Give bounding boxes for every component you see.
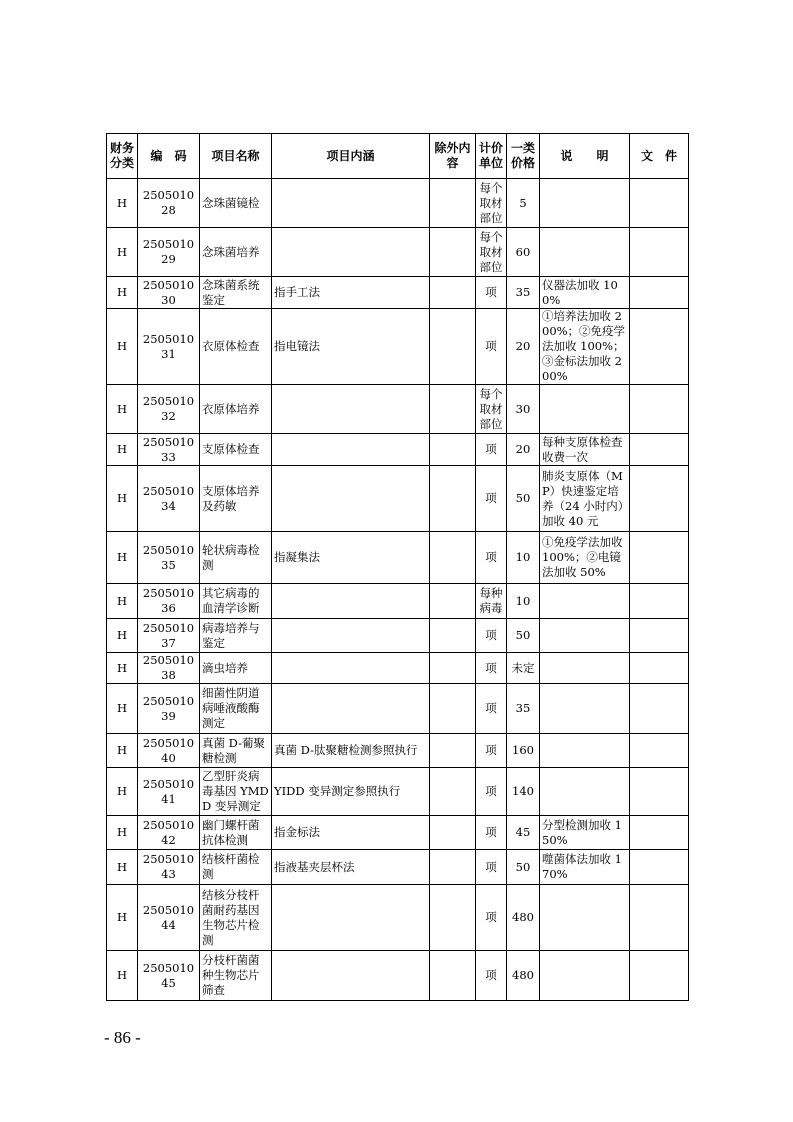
header-exclusion: 除外内容 (430, 134, 476, 179)
row-name: 其它病毒的血清学诊断 (200, 584, 272, 619)
row-note (540, 951, 630, 1001)
row-content (272, 584, 430, 619)
row-document (630, 653, 689, 684)
row-category: H (107, 584, 138, 619)
row-category: H (107, 277, 138, 309)
row-name: 结核杆菌检测 (200, 850, 272, 885)
row-price: 50 (507, 466, 540, 532)
row-exclusion (430, 434, 476, 466)
row-note (540, 584, 630, 619)
row-price: 160 (507, 734, 540, 768)
row-exclusion (430, 684, 476, 734)
header-document: 文 件 (630, 134, 689, 179)
row-document (630, 277, 689, 309)
row-document (630, 816, 689, 850)
header-unit: 计价单位 (476, 134, 507, 179)
table-header-row (107, 134, 689, 179)
row-unit: 项 (476, 309, 507, 385)
row-category: H (107, 734, 138, 768)
table-row (107, 179, 689, 228)
row-content: 指液基夹层杯法 (272, 850, 430, 885)
row-code: 250501029 (138, 228, 200, 277)
row-code: 250501030 (138, 277, 200, 309)
row-note (540, 768, 630, 816)
page-number: - 86 - (104, 1028, 141, 1047)
row-category: H (107, 228, 138, 277)
row-price: 20 (507, 434, 540, 466)
table-row (107, 434, 689, 466)
row-name: 念珠菌系统鉴定 (200, 277, 272, 309)
row-price: 50 (507, 850, 540, 885)
row-content: 指电镜法 (272, 309, 430, 385)
fee-schedule-table (106, 133, 689, 1001)
row-code: 250501039 (138, 684, 200, 734)
row-unit: 项 (476, 653, 507, 684)
row-exclusion (430, 734, 476, 768)
row-price: 140 (507, 768, 540, 816)
row-document (630, 684, 689, 734)
row-price: 20 (507, 309, 540, 385)
row-price: 480 (507, 885, 540, 951)
row-price: 30 (507, 385, 540, 434)
row-code: 250501042 (138, 816, 200, 850)
table-row (107, 584, 689, 619)
row-document (630, 768, 689, 816)
row-code: 250501038 (138, 653, 200, 684)
row-document (630, 734, 689, 768)
header-note: 说 明 (540, 134, 630, 179)
row-unit: 项 (476, 951, 507, 1001)
header-code: 编 码 (138, 134, 200, 179)
row-category: H (107, 768, 138, 816)
row-category: H (107, 385, 138, 434)
header-category: 财务分类 (107, 134, 138, 179)
row-category: H (107, 951, 138, 1001)
row-category: H (107, 619, 138, 653)
row-price: 50 (507, 619, 540, 653)
row-code: 250501035 (138, 532, 200, 584)
row-category: H (107, 653, 138, 684)
table-row (107, 768, 689, 816)
row-document (630, 584, 689, 619)
row-name: 病毒培养与鉴定 (200, 619, 272, 653)
table-row (107, 885, 689, 951)
row-note (540, 885, 630, 951)
row-exclusion (430, 653, 476, 684)
row-category: H (107, 179, 138, 228)
row-note: 噬菌体法加收 170% (540, 850, 630, 885)
row-unit: 项 (476, 434, 507, 466)
row-unit: 项 (476, 619, 507, 653)
row-document (630, 885, 689, 951)
row-exclusion (430, 951, 476, 1001)
table-row (107, 228, 689, 277)
row-note: ①免疫学法加收 100%；②电镜法加收 50% (540, 532, 630, 584)
row-exclusion (430, 228, 476, 277)
row-exclusion (430, 309, 476, 385)
row-category: H (107, 466, 138, 532)
table-row (107, 466, 689, 532)
row-unit: 每个取材部位 (476, 179, 507, 228)
table-row (107, 684, 689, 734)
row-category: H (107, 434, 138, 466)
row-document (630, 228, 689, 277)
row-content (272, 885, 430, 951)
row-document (630, 466, 689, 532)
row-code: 250501031 (138, 309, 200, 385)
row-unit: 项 (476, 277, 507, 309)
row-price: 60 (507, 228, 540, 277)
row-code: 250501043 (138, 850, 200, 885)
row-note (540, 619, 630, 653)
row-unit: 项 (476, 466, 507, 532)
row-document (630, 179, 689, 228)
row-price: 45 (507, 816, 540, 850)
header-content: 项目内涵 (272, 134, 430, 179)
row-name: 细菌性阴道病唾液酸酶测定 (200, 684, 272, 734)
row-note (540, 684, 630, 734)
row-note (540, 228, 630, 277)
row-unit: 项 (476, 734, 507, 768)
row-unit: 项 (476, 532, 507, 584)
row-content: 指凝集法 (272, 532, 430, 584)
row-name: 结核分枝杆菌耐药基因生物芯片检测 (200, 885, 272, 951)
table-row (107, 816, 689, 850)
table-row (107, 277, 689, 309)
row-unit: 项 (476, 684, 507, 734)
row-content (272, 684, 430, 734)
row-document (630, 532, 689, 584)
row-content (272, 228, 430, 277)
row-unit: 每个取材部位 (476, 228, 507, 277)
header-price: 一类价格 (507, 134, 540, 179)
row-price: 480 (507, 951, 540, 1001)
row-content (272, 385, 430, 434)
row-name: 念珠菌培养 (200, 228, 272, 277)
row-exclusion (430, 816, 476, 850)
row-document (630, 385, 689, 434)
row-content (272, 466, 430, 532)
row-note (540, 653, 630, 684)
row-document (630, 951, 689, 1001)
row-content: 真菌 D-肽聚糖检测参照执行 (272, 734, 430, 768)
row-category: H (107, 850, 138, 885)
row-code: 250501028 (138, 179, 200, 228)
row-document (630, 309, 689, 385)
row-exclusion (430, 277, 476, 309)
row-exclusion (430, 619, 476, 653)
row-note: 仪器法加收 100% (540, 277, 630, 309)
row-name: 分枝杆菌菌种生物芯片筛查 (200, 951, 272, 1001)
row-name: 支原体培养及药敏 (200, 466, 272, 532)
table-row (107, 309, 689, 385)
row-exclusion (430, 850, 476, 885)
table-row (107, 850, 689, 885)
row-name: 真菌 D-葡聚糖检测 (200, 734, 272, 768)
row-document (630, 434, 689, 466)
row-note (540, 179, 630, 228)
row-category: H (107, 532, 138, 584)
row-content (272, 619, 430, 653)
row-document (630, 850, 689, 885)
row-exclusion (430, 584, 476, 619)
row-name: 支原体检查 (200, 434, 272, 466)
row-unit: 每个取材部位 (476, 385, 507, 434)
row-note: 肺炎支原体（MP）快速鉴定培养（24 小时内）加收 40 元 (540, 466, 630, 532)
row-note: ①培养法加收 200%；②免疫学法加收 100%；③金标法加收 200% (540, 309, 630, 385)
table-row (107, 532, 689, 584)
row-name: 乙型肝炎病毒基因 YMDD 变异测定 (200, 768, 272, 816)
row-note: 每种支原体检查收费一次 (540, 434, 630, 466)
row-price: 35 (507, 684, 540, 734)
row-note (540, 385, 630, 434)
row-code: 250501037 (138, 619, 200, 653)
row-document (630, 619, 689, 653)
row-unit: 项 (476, 816, 507, 850)
row-exclusion (430, 885, 476, 951)
row-content (272, 951, 430, 1001)
table-row (107, 951, 689, 1001)
row-code: 250501045 (138, 951, 200, 1001)
row-content: 指金标法 (272, 816, 430, 850)
row-unit: 每种病毒 (476, 584, 507, 619)
row-code: 250501032 (138, 385, 200, 434)
row-code: 250501036 (138, 584, 200, 619)
row-code: 250501034 (138, 466, 200, 532)
row-unit: 项 (476, 885, 507, 951)
table-row (107, 385, 689, 434)
row-price: 10 (507, 532, 540, 584)
row-code: 250501044 (138, 885, 200, 951)
row-content: 指手工法 (272, 277, 430, 309)
row-exclusion (430, 532, 476, 584)
row-price: 未定 (507, 653, 540, 684)
table-row (107, 734, 689, 768)
row-name: 滴虫培养 (200, 653, 272, 684)
row-code: 250501033 (138, 434, 200, 466)
row-price: 35 (507, 277, 540, 309)
row-code: 250501040 (138, 734, 200, 768)
row-note: 分型检测加收 150% (540, 816, 630, 850)
row-exclusion (430, 466, 476, 532)
row-category: H (107, 885, 138, 951)
row-content (272, 179, 430, 228)
row-content (272, 653, 430, 684)
row-note (540, 734, 630, 768)
row-code: 250501041 (138, 768, 200, 816)
row-price: 10 (507, 584, 540, 619)
row-name: 幽门螺杆菌抗体检测 (200, 816, 272, 850)
row-unit: 项 (476, 768, 507, 816)
row-unit: 项 (476, 850, 507, 885)
row-exclusion (430, 385, 476, 434)
table-row (107, 619, 689, 653)
header-name: 项目名称 (200, 134, 272, 179)
row-category: H (107, 684, 138, 734)
row-price: 5 (507, 179, 540, 228)
row-name: 念珠菌镜检 (200, 179, 272, 228)
row-exclusion (430, 179, 476, 228)
row-content (272, 434, 430, 466)
row-category: H (107, 816, 138, 850)
row-name: 轮状病毒检测 (200, 532, 272, 584)
row-content: YIDD 变异测定参照执行 (272, 768, 430, 816)
row-name: 衣原体培养 (200, 385, 272, 434)
row-name: 衣原体检查 (200, 309, 272, 385)
table-row (107, 653, 689, 684)
row-exclusion (430, 768, 476, 816)
row-category: H (107, 309, 138, 385)
